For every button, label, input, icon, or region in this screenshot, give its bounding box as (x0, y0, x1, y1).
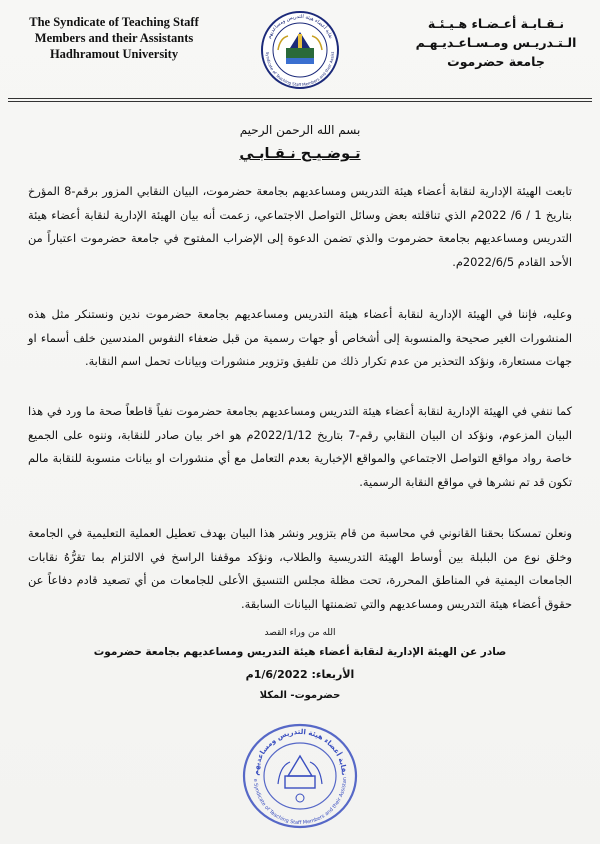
logo-english-ring: Syndicate of Teaching Staff Members and their Assist (264, 51, 336, 88)
stamp-english-ring: e Syndicate of Teaching Staff Members and their Assistan (251, 777, 349, 826)
paragraph: ونعلن تمسكنا بحقنا القانوني في محاسبة من قام بتزوير ونشر هذا البيان بهدف تعطيل العملية التعليمية في الجامعة وخلق نوع من البلبلة بين أوساط الهيئة التدريسية والطلاب، ونؤكد موقفنا الراسخ في الالتزام بما تقرُّهُ نقابات الجامعات اليمنية في المناطق المحررة، تحت مظلة مجلس التنسيق الأعلى للجامعات من أي تصعيد قادم دفاعاً عن حقوق أعضاء هيئة التدريس ومساعديهم والتي تضمنتها البيانات السابقة. (28, 526, 572, 611)
header-ar-line: جامعة حضرموت (447, 54, 545, 69)
header-ar-line: نـقـابـة أعـضـاء هـيـئـة (427, 16, 565, 31)
header-english (14, 14, 214, 62)
header-divider (8, 98, 592, 99)
paragraph: وعليه، فإننا في الهيئة الإدارية لنقابة أعضاء هيئة التدريس ومساعديهم بجامعة حضرموت ندين ونستنكر مثل هذه المنشورات الغير صحيحة والمنسوبة إلى أشخاص أو جهات رسمية من قبل ضعفاء النفوس المندسين خلف أسماء او جهات مستعارة، ونؤكد التحذير من عدم تكرار ذلك من تلفيق وتزوير منشورات وبيانات تحمل اسم النقابة. (28, 307, 572, 368)
header-divider-thin (8, 101, 592, 102)
page-title: تـوضـيـح نـقـابـي (239, 146, 361, 162)
closing-phrase: الله من وراء القصد (264, 628, 336, 638)
header-en-line: The Syndicate of Teaching Staff (29, 15, 199, 29)
header-en-line: Hadhramout University (49, 47, 179, 61)
syndicate-logo (256, 10, 344, 90)
official-stamp (240, 722, 360, 830)
paragraph: كما ننفي في الهيئة الإدارية لنقابة أعضاء هيئة التدريس ومساعديهم بجامعة حضرموت نفياً قاطعاً صحة ما ورد في هذا البيان المزعوم، ونؤكد ان البيان النقابي رقم-7 بتاريخ 2022/1/12م هو اخر بيان صادر للنقابة، وننوه على الجميع خاصة رواد مواقع التواصل الاجتماعي والمواقع الإخبارية بعدم التعامل مع أي منشورات او بيانات منسوبة للنقابة مالم تكون قد تم نشرها في مواقع النقابة الرسمية. (28, 404, 572, 489)
stamp-arabic-ring: نقابة أعضاء هيئة التدريس ومساعديهم (251, 727, 349, 776)
date-line: الأربعاء: 1/6/2022م (245, 668, 355, 681)
header-ar-line: الـتـدريـس ومـسـاعـديـهـم (415, 35, 577, 50)
issuer-line: صادر عن الهيئة الإدارية لنقابة أعضاء هيئة التدريس ومساعديهم بجامعة حضرموت (93, 646, 507, 658)
place-line: حضرموت- المكلا (259, 690, 341, 701)
paragraph: تابعت الهيئة الإدارية لنقابة أعضاء هيئة التدريس ومساعديهم بجامعة حضرموت، البيان النقابي المزور برقم-8 المؤرخ بتاريخ 1 / 6/ 2022م الذي تناقلته بعض وسائل التواصل الاجتماعي، زعمت أنه بيان الهيئة الإدارية لنقابة أعضاء هيئة التدريس ومساعديهم بجامعة حضرموت والذي تضمن الدعوة إلى الإضراب المفتوح في جامعة حضرموت اعتباراً من الأحد القادم 2022/6/5م. (28, 184, 572, 269)
logo-arabic-ring: نقابة أعضاء هيئة التدريس ومساعديهم (266, 13, 334, 40)
basmala: بسم الله الرحمن الرحيم (239, 123, 361, 137)
header-en-line: Members and their Assistants (34, 31, 194, 45)
header-arabic (406, 14, 586, 71)
